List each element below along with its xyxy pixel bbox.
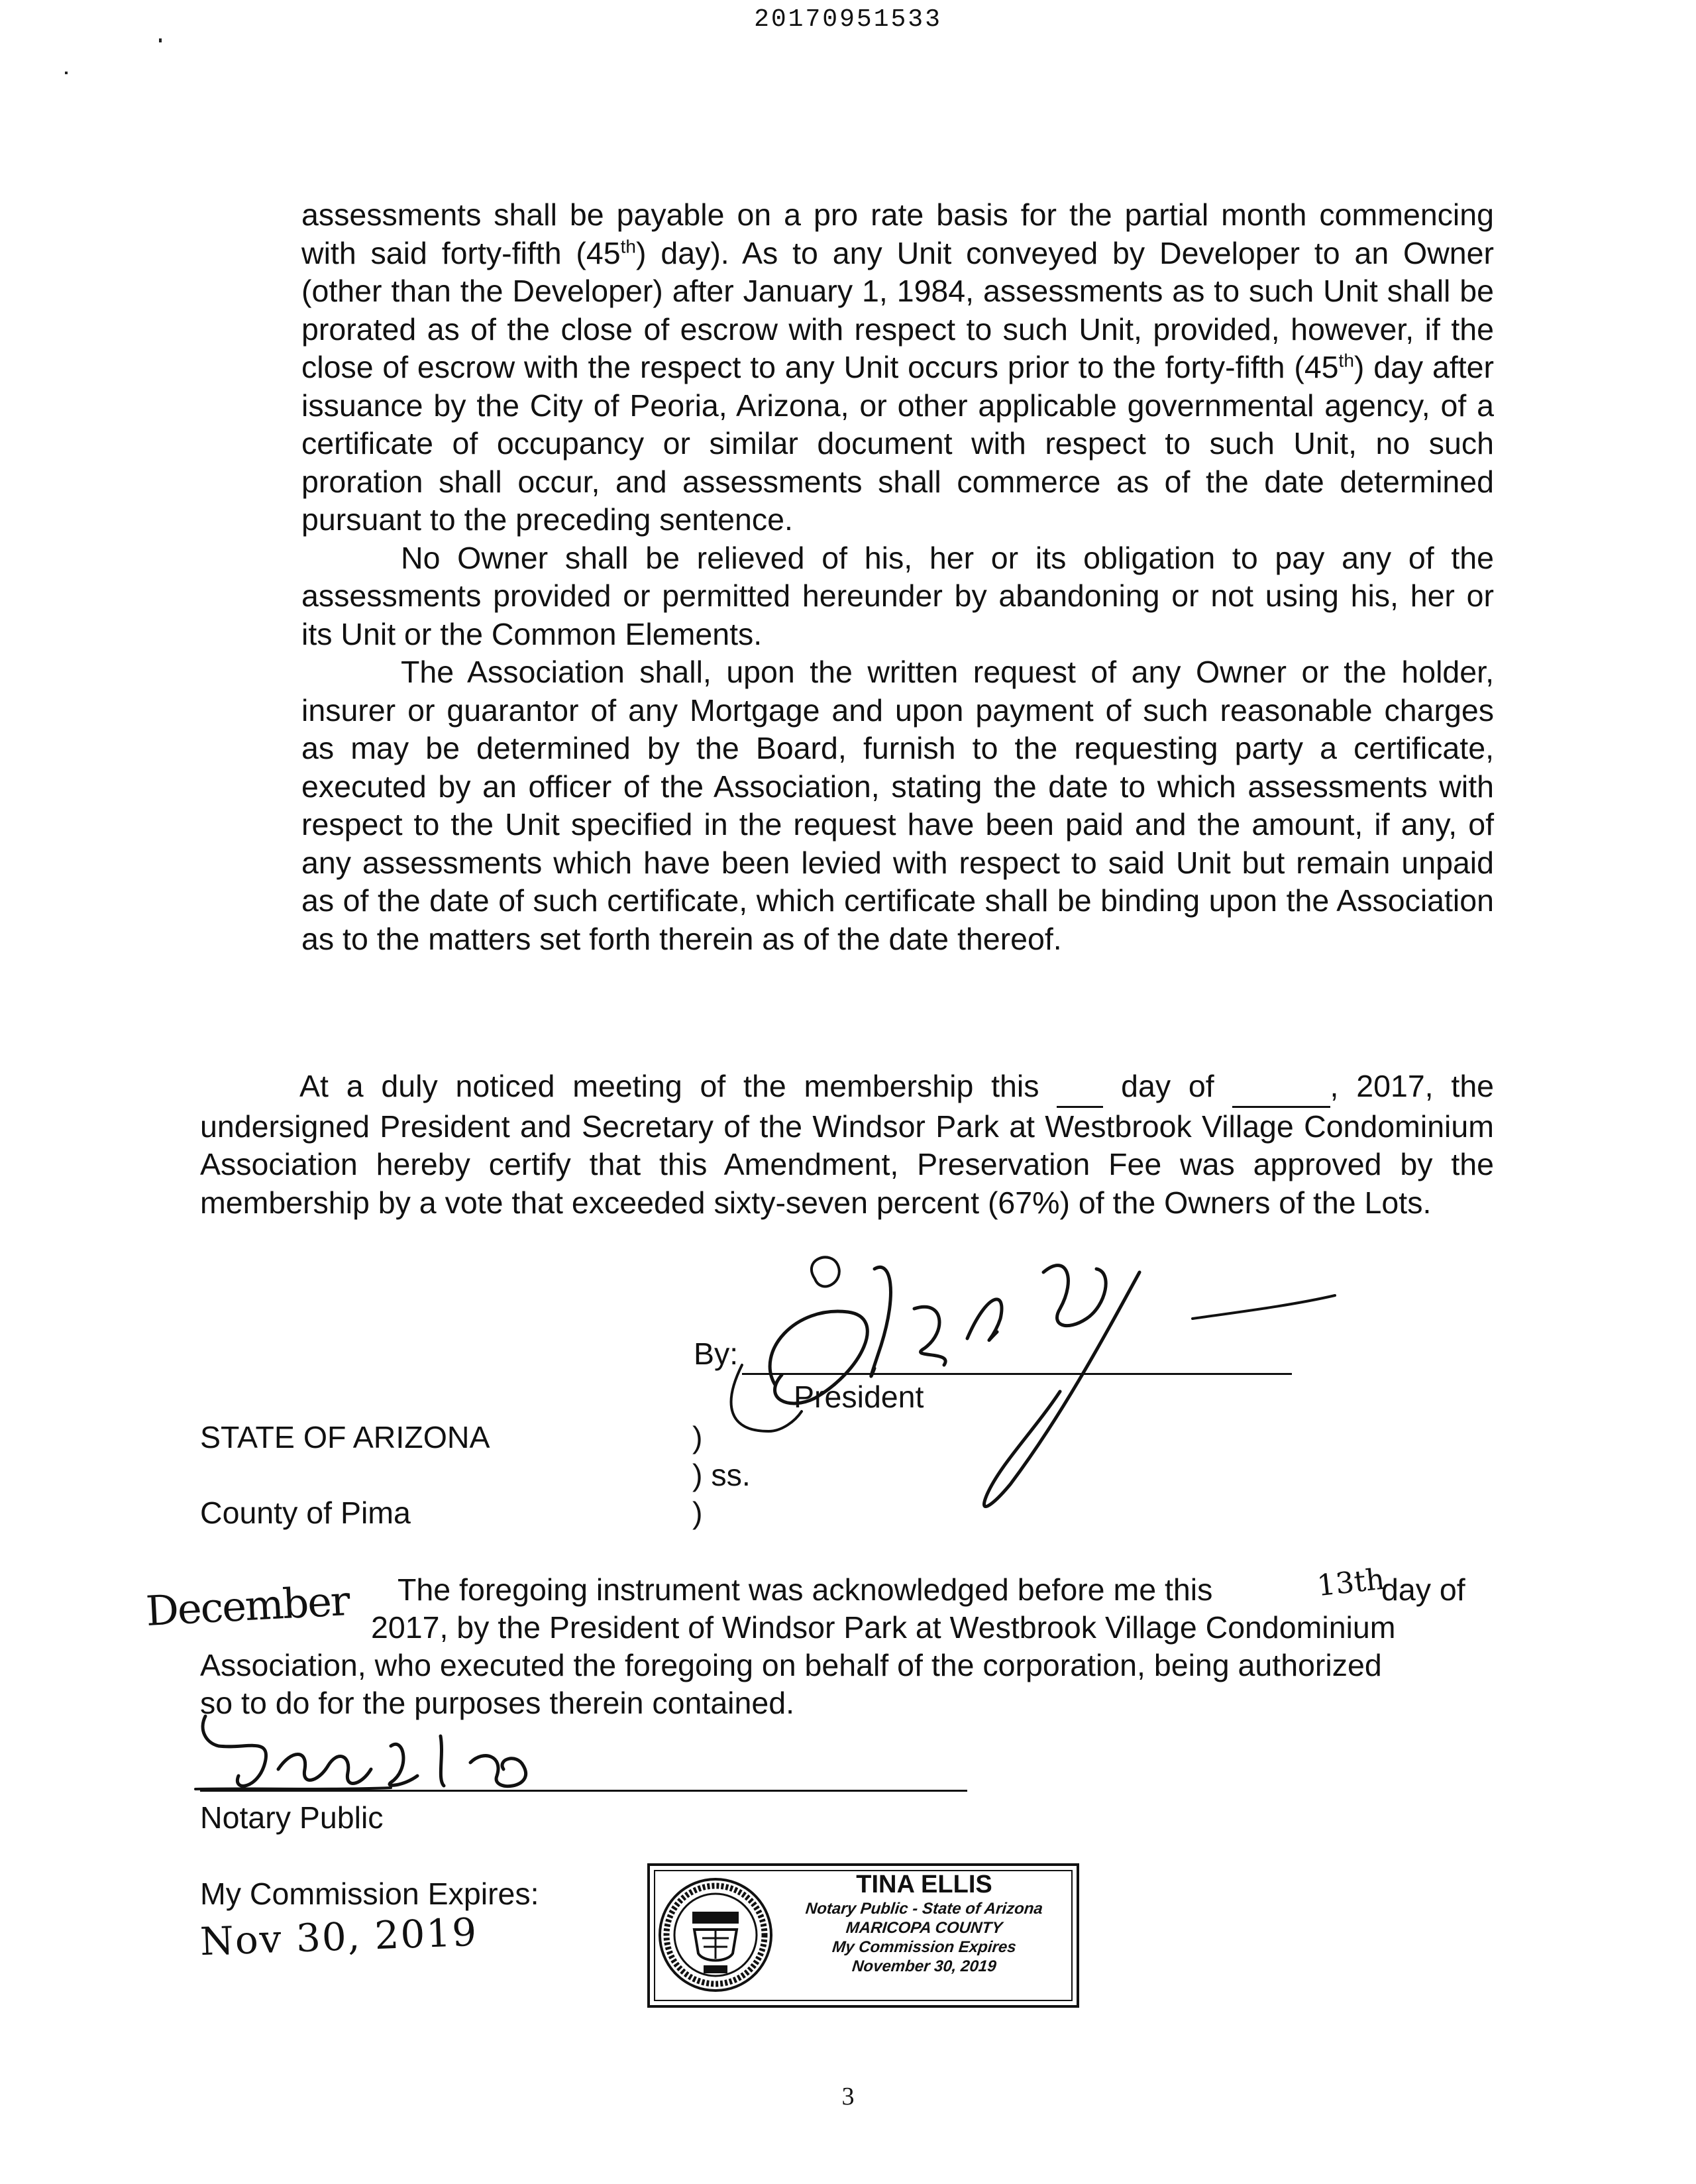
notary-stamp-text [782, 1870, 1067, 1976]
notary-commission-date: November 30, 2019 [851, 1957, 998, 1975]
notary-name: TINA ELLIS [856, 1871, 992, 1898]
president-signature [716, 1232, 1418, 1551]
paragraph-owner-obligation: No Owner shall be relieved of his, her or its obligation to pay any of the assessments provided or permitted hereunder by abandoning or not using his, her or its Unit or the Common Elements. [301, 540, 1494, 651]
venue-paren: ) [692, 1496, 703, 1530]
county-label: County of Pima [200, 1496, 411, 1530]
acknowledgment-line-4: so to do for the purposes therein contained. [200, 1686, 795, 1720]
handwritten-day: 13th [1315, 1562, 1387, 1604]
scan-speck [65, 72, 68, 74]
day-blank [1057, 1067, 1103, 1108]
ordinal-suffix: th [1338, 350, 1354, 371]
paragraph-association-certificate: The Association shall, upon the written request of any Owner or the holder, insurer or guarantor of any Mortgage and upon payment of such reasonable charges as may be determined by the Board, furnish to the requesting party a certificate, executed by an officer of the Association, stating the date to which assessments with respect to the Unit specified in the request have been paid and the amount, if any, of any assessments which have been levied with respect to said Unit but remain unpaid as of the date of such certificate, which certificate shall be binding upon the Association as to the matters set forth therein as of the date thereof. [301, 655, 1494, 956]
certification-text-a: At a duly noticed meeting of the membership this [299, 1069, 1039, 1103]
by-label: By: [694, 1337, 739, 1371]
notary-public-label: Notary Public [200, 1800, 384, 1835]
paragraph-assessments-proration [301, 196, 1494, 539]
notary-commission-label: My Commission Expires [831, 1938, 1018, 1956]
notary-county: MARICOPA COUNTY [845, 1919, 1004, 1937]
notary-state: Notary Public - State of Arizona [804, 1900, 1044, 1918]
acknowledgment-day-of: day of [1381, 1572, 1465, 1607]
month-blank [1232, 1067, 1330, 1108]
commission-expires-label: My Commission Expires: [200, 1877, 539, 1911]
page-number: 3 [841, 2083, 855, 2110]
acknowledgment-line-3: Association, who executed the foregoing on behalf of the corporation, being authorized [200, 1648, 1382, 1682]
certification-text-c: , 2017, the undersigned President and Secretary of the Windsor Park at Westbrook Village Condominium Association hereby certify that this Amendment, Preservation Fee was approved by the membership by a vote that exceeded sixty-seven percent (67%) of the Owners of the Lots. [200, 1069, 1495, 1220]
paragraph-1-text-c: ) day after issuance by the City of Peoria, Arizona, or other applicable governmental agency, of a certificate of occupancy or similar document with respect to such Unit, no such proration shall occur, and assessments shall commerce as of the date determined pursuant to the preceding sentence. [301, 350, 1495, 537]
arizona-seal-icon [656, 1875, 775, 1994]
acknowledgment-line-2: 2017, by the President of Windsor Park at Westbrook Village Condominium [371, 1610, 1396, 1645]
certification-paragraph [200, 1067, 1494, 1222]
document-number: 20170951533 [754, 5, 942, 34]
handwritten-month: December [144, 1576, 350, 1635]
ordinal-suffix: th [620, 236, 636, 256]
acknowledgment-line-1: The foregoing instrument was acknowledged before me this [398, 1572, 1213, 1607]
paragraph-1-text-b: ) day). As to any Unit conveyed by Developer to an Owner (other than the Developer) after January 1, 1984, assessments as to such Unit shall be prorated as of the close of escrow with respect to such Unit, provided, however, if the close of escrow with the respect to any Unit occurs prior to the forty-fifth (45 [301, 235, 1494, 384]
notary-signature [192, 1710, 643, 1802]
president-label: President [794, 1380, 924, 1414]
notary-signature-line [200, 1790, 967, 1792]
state-label: STATE OF ARIZONA [200, 1420, 490, 1454]
paragraph-1-text-a: assessments shall be payable on a pro rate basis for the partial month commencing with said forty-fifth (45 [301, 197, 1494, 270]
venue-paren: ) [692, 1420, 703, 1454]
handwritten-expiry: Nov 30, 2019 [199, 1909, 479, 1965]
scan-speck [159, 38, 162, 42]
covenant-text [301, 196, 1494, 958]
certification-text-b: day of [1121, 1069, 1214, 1103]
venue-ss: ) ss. [692, 1458, 751, 1492]
